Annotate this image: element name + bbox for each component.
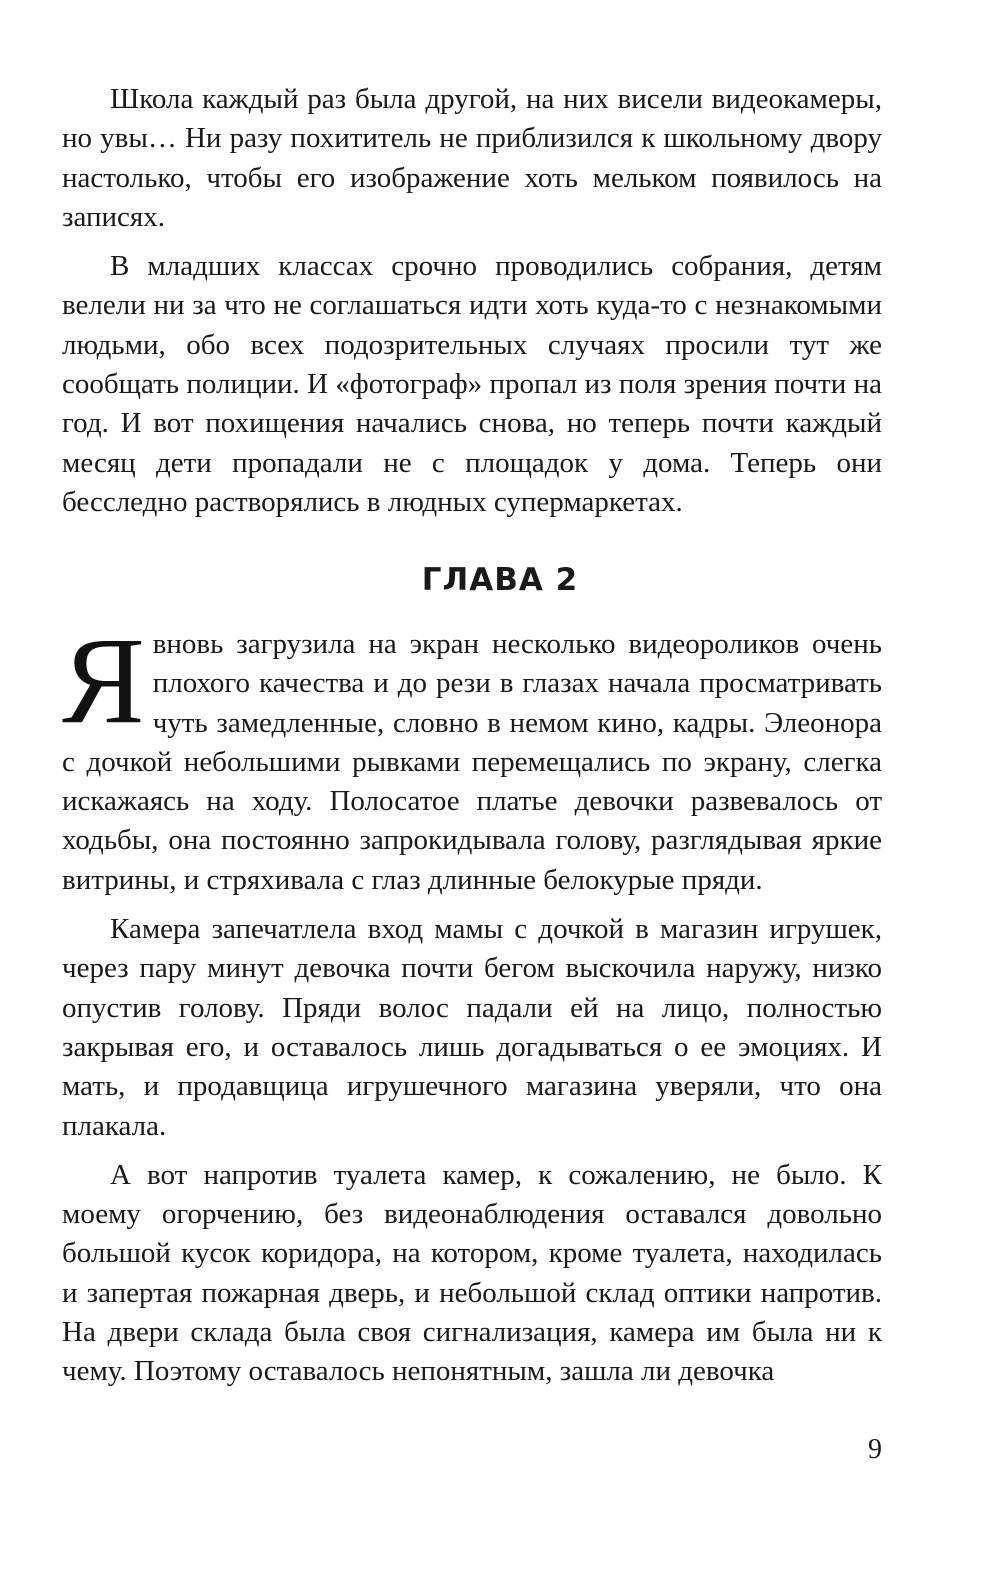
top-text-block (62, 80, 882, 522)
paragraph-toy-store: Камера запечатлела вход мамы с дочкой в магазин игрушек, через пару минут девочка почти бегом выскочила наружу, низко опустив голову. Пряди волос падали ей на лицо, полностью закрывая его, и оставалось лишь догадываться о ее эмоциях. И мать, и продавщица игрушечного магазина уверяли, что она плакала. (62, 913, 882, 1142)
paragraph-school-cameras: Школа каждый раз была другой, на них висели видеокамеры, но увы… Ни разу похититель не приблизился к школьному двору настолько, чтобы его изображение хоть мельком появилось на записях. (62, 83, 882, 233)
page-number: 9 (868, 1434, 882, 1465)
paragraph-photographer-disappeared: В младших классах срочно проводились собрания, детям велели ни за что не соглашаться идти хоть куда-то с незнакомыми людьми, обо всех подозрительных случаях просили тут же сообщать полиции. И «фотограф» пропал из поля зрения почти на год. И вот похищения начались снова, но теперь почти каждый месяц дети пропадали не с площадок у дома. Теперь они бесследно растворялись в людных супермаркетах. (62, 250, 882, 518)
paragraph-toilet-corridor: А вот напротив туалета камер, к сожалению, не было. К моему огорчению, без видеонаблюдения оставался довольно большой кусок коридора, на котором, кроме туалета, находилась и запертая пожарная дверь, и небольшой склад оптики напротив. На двери склада была своя сигнализация, камера им была ни к чему. Поэтому оставалось непонятным, зашла ли девочка (62, 1158, 882, 1388)
chapter-title: ГЛАВА 2 (421, 562, 579, 598)
chapter-text-block (62, 612, 882, 1392)
chapter-opening-text: вновь загрузила на экран несколько видеороликов очень плохого качества и до рези в глазах начала просматривать чуть замедленные, словно в немом кино, кадры. Элеонора с дочкой небольшими рывками перемещались по экрану, слегка искажаясь на ходу. Полосатое платье девочки развевалось от ходьбы, она постоянно запрокидывала голову, разглядывая яркие витрины, и стряхивала с глаз длинные белокурые пряди. (62, 628, 882, 896)
drop-cap-letter: Я (62, 612, 145, 749)
paragraph-chapter-opening (62, 612, 882, 900)
